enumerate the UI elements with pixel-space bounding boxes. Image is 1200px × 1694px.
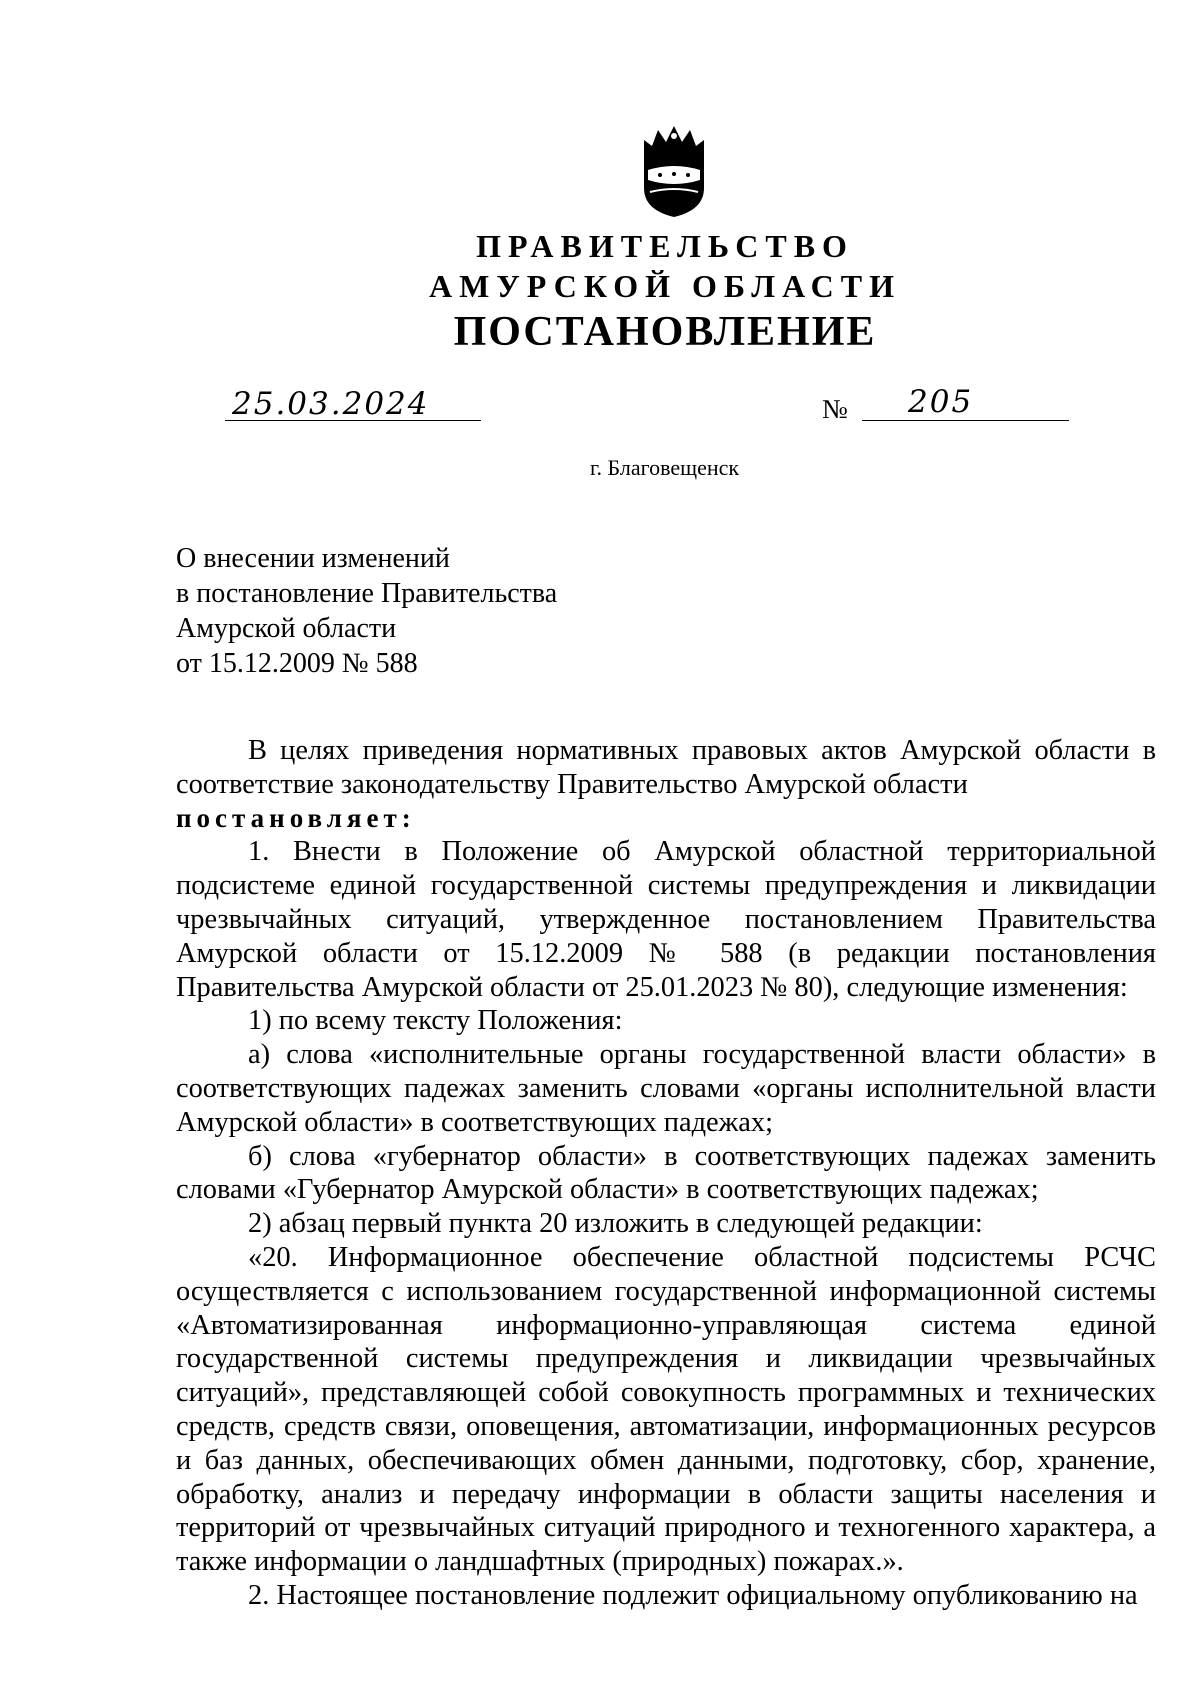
body-paragraph: 1. Внести в Положение об Амурской областной территориальной подсистеме единой государственной системы предупреждения и ликвидации чрезвычайных ситуаций, утвержденное постановлением Правительства Амурской области от 15.12.2009 № 588 (в редакции постановления Правительства Амурской области от 25.01.2023 № 80), следующие изменения:: [176, 836, 1156, 1003]
body-paragraph: «20. Информационное обеспечение областной подсистемы РСЧС осуществляется с использованием государственной информационной системы «Автоматизированная информационно-управляющая система единой государственной системы предупреждения и ликвидации чрезвычайных ситуаций», представляющей собой совокупность программных и технических средств, средств связи, оповещения, автоматизации, информационных ресурсов и баз данных, обеспечивающих обмен данными, подготовку, сбор, хранение, обработку, анализ и передачу информации в области защиты населения и территорий от чрезвычайных ситуаций природного и техногенного характера, а также информации о ландшафтных (природных) пожарах.».: [176, 1241, 1156, 1578]
subject-line: О внесении изменений: [176, 543, 450, 574]
government-title: ПРАВИТЕЛЬСТВО: [476, 228, 854, 264]
amur-coat-of-arms-icon: [636, 124, 712, 218]
date-underline: [225, 420, 481, 421]
subject-line: Амурской области: [176, 613, 397, 644]
number-underline: [862, 420, 1069, 421]
body-paragraph: 1) по всему тексту Положения:: [248, 1005, 623, 1037]
body-paragraph: 2. Настоящее постановление подлежит официальному опубликованию на: [248, 1579, 1138, 1611]
document-date: 25.03.2024: [232, 386, 430, 422]
document-subject: [176, 541, 557, 681]
city: г. Благовещенск: [590, 455, 740, 480]
resolve-keyword: постановляет:: [176, 802, 416, 833]
document-type: ПОСТАНОВЛЕНИЕ: [453, 309, 877, 355]
body-paragraph: 2) абзац первый пункта 20 изложить в следующей редакции:: [248, 1208, 983, 1240]
government-region: АМУРСКОЙ ОБЛАСТИ: [429, 268, 901, 304]
body-paragraph: а) слова «исполнительные органы государственной власти области» в соответствующих падежах заменить словами «органы исполнительной власти Амурской области» в соответствующих падежах;: [176, 1039, 1156, 1138]
subject-line: от 15.12.2009 № 588: [176, 648, 418, 679]
number-sign: №: [822, 394, 848, 424]
resolve-paragraph: [176, 802, 1156, 836]
body-paragraph: б) слова «губернатор области» в соответствующих падежах заменить словами «Губернатор Амурской области» в соответствующих падежах;: [176, 1140, 1156, 1206]
document-number: 205: [908, 384, 974, 420]
subject-line: в постановление Правительства: [176, 578, 558, 609]
body-paragraph: В целях приведения нормативных правовых актов Амурской области в соответствие законодательству Правительство Амурской области: [176, 735, 1156, 800]
document-body: [176, 734, 1156, 1613]
